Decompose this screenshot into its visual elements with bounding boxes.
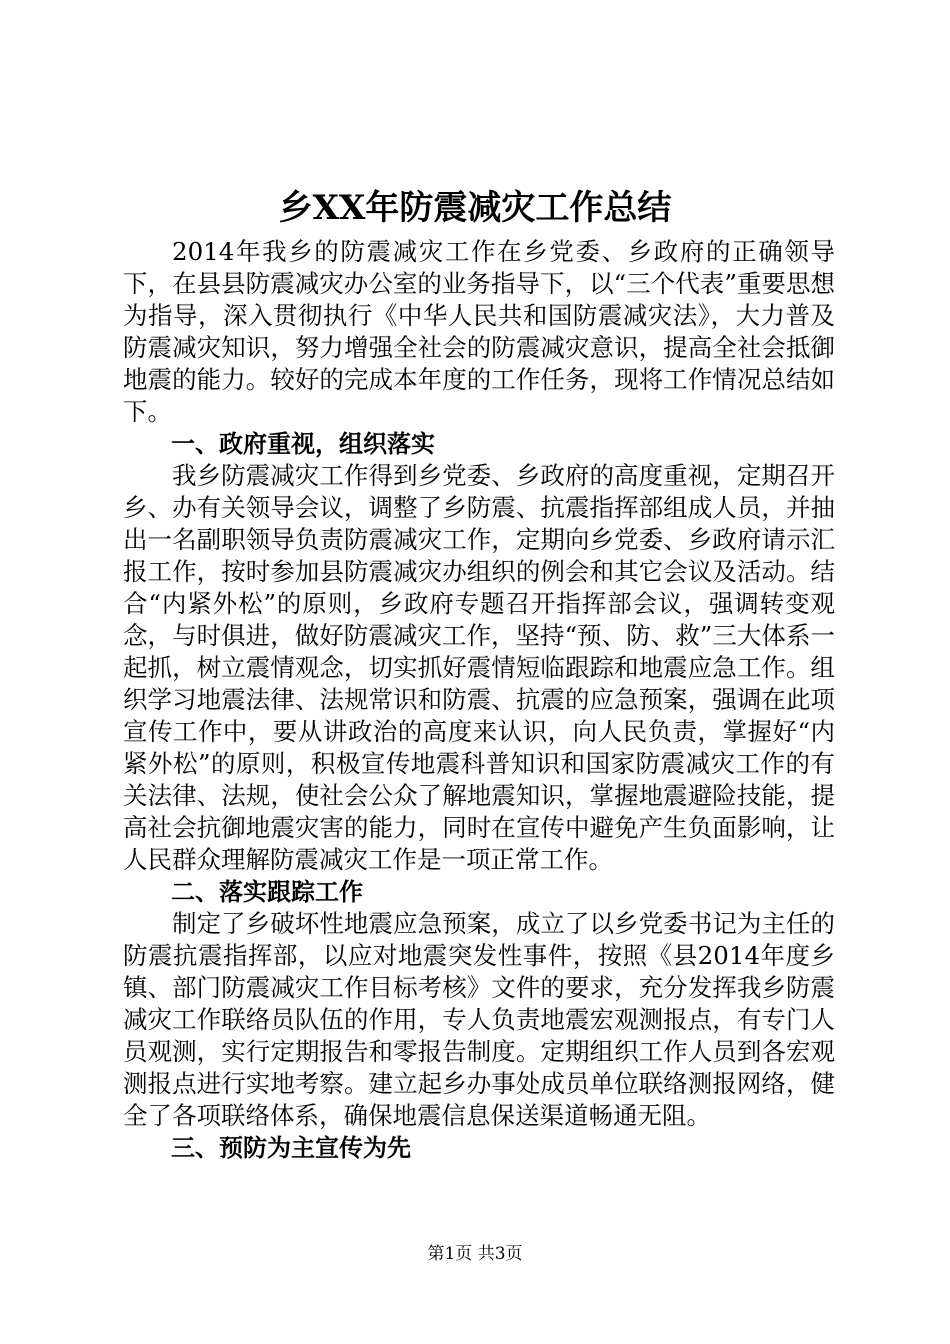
intro-paragraph: 2014年我乡的防震减灾工作在乡党委、乡政府的正确领导下，在县县防震减灾办公室的业务指导下，以“三个代表”重要思想为指导，深入贯彻执行《中华人民共和国防震减灾法》，大力普及防震减灾知识，努力增强全社会的防震减灾意识，提高全社会抵御地震的能力。较好的完成本年度的工作任务，现将工作情况总结如下。 [123, 237, 835, 426]
section-paragraph-2: 制定了乡破坏性地震应急预案，成立了以乡党委书记为主任的防震抗震指挥部，以应对地震突发性事件，按照《县2014年度乡镇、部门防震减灾工作目标考核》文件的要求，充分发挥我乡防震减灾工作联络员队伍的作用，专人负责地震宏观测报点，有专门人员观测，实行定期报告和零报告制度。定期组织工作人员到各宏观测报点进行实地考察。建立起乡办事处成员单位联络测报网络，健全了各项联络体系，确保地震信息保送渠道畅通无阻。 [123, 909, 835, 1130]
section-heading-3: 三、预防为主宣传为先 [171, 1134, 411, 1162]
document-title: 乡XX年防震减灾工作总结 [278, 188, 672, 228]
page-footer: 第1页 共3页 [427, 1244, 523, 1264]
document-body [123, 236, 835, 1164]
section-heading-1: 一、政府重视，组织落实 [171, 430, 435, 458]
section-paragraph-1: 我乡防震减灾工作得到乡党委、乡政府的高度重视，定期召开乡、办有关领导会议，调整了乡防震、抗震指挥部组成人员，并抽出一名副职领导负责防震减灾工作，定期向乡党委、乡政府请示汇报工作，按时参加县防震减灾办组织的例会和其它会议及活动。结合“内紧外松”的原则，乡政府专题召开指挥部会议，强调转变观念，与时俱进，做好防震减灾工作，坚持“预、防、救”三大体系一起抓，树立震情观念，切实抓好震情短临跟踪和地震应急工作。组织学习地震法律、法规常识和防震、抗震的应急预案，强调在此项宣传工作中，要从讲政治的高度来认识，向人民负责，掌握好“内紧外松”的原则，积极宣传地震科普知识和国家防震减灾工作的有关法律、法规，使社会公众了解地震知识，掌握地震避险技能，提高社会抗御地震灾害的能力，同时在宣传中避免产生负面影响，让人民群众理解防震减灾工作是一项正常工作。 [123, 461, 835, 874]
section-heading-2: 二、落实跟踪工作 [171, 878, 363, 906]
